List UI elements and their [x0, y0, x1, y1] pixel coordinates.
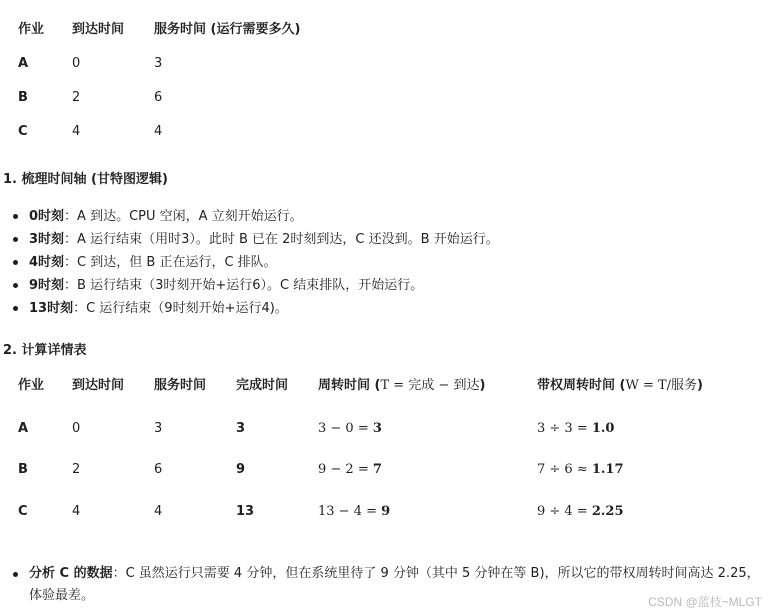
table-row — [0, 81, 770, 115]
turnaround-expr: 9 − 2 = — [318, 462, 373, 477]
table-header-row — [0, 13, 770, 47]
timeline-key: 0时刻 — [29, 209, 65, 224]
turnaround-value: 3 — [372, 421, 382, 436]
list-item — [0, 228, 770, 251]
cell-turnaround — [318, 495, 390, 529]
header-turnaround-pre: 周转时间 ( — [318, 378, 381, 393]
header-service: 服务时间 — [154, 378, 207, 393]
analysis-key: 分析 C 的数据 — [29, 566, 113, 581]
table-row — [0, 453, 770, 487]
cell-service: 4 — [154, 124, 163, 139]
cell-service: 6 — [154, 462, 163, 477]
watermark: CSDN @蓝枝~MLGT — [648, 595, 762, 609]
header-finish: 完成时间 — [236, 378, 289, 393]
header-turnaround-formula: T = 完成 − 到达 — [380, 378, 480, 393]
header-weighted-post: ) — [697, 378, 703, 393]
list-item — [0, 297, 770, 320]
section-title-timeline: 1. 梳理时间轴 (甘特图逻辑) — [3, 172, 168, 187]
list-item — [0, 251, 770, 274]
cell-arrival: 4 — [72, 124, 81, 139]
table-row — [0, 412, 770, 446]
cell-job: B — [18, 90, 28, 105]
header-arrival: 到达时间 — [72, 378, 125, 393]
section-title-calculation: 2. 计算详情表 — [3, 343, 87, 358]
turnaround-value: 7 — [372, 462, 382, 477]
cell-job: A — [18, 56, 29, 71]
timeline-key: 4时刻 — [29, 255, 65, 270]
cell-weighted — [537, 412, 614, 446]
cell-arrival: 2 — [72, 462, 81, 477]
list-item — [0, 274, 770, 297]
timeline-list — [0, 205, 770, 320]
cell-turnaround — [318, 412, 382, 446]
header-weighted-pre: 带权周转时间 ( — [537, 378, 626, 393]
cell-service: 4 — [154, 504, 163, 519]
table-row — [0, 115, 770, 149]
cell-arrival: 0 — [72, 421, 81, 436]
cell-weighted — [537, 495, 624, 529]
cell-arrival: 4 — [72, 504, 81, 519]
cell-finish: 9 — [236, 462, 246, 477]
cell-service: 3 — [154, 56, 163, 71]
header-turnaround — [318, 369, 485, 403]
cell-job: A — [18, 421, 29, 436]
weighted-value: 1.17 — [591, 462, 624, 477]
cell-service: 6 — [154, 90, 163, 105]
turnaround-expr: 13 − 4 = — [318, 504, 382, 519]
cell-service: 3 — [154, 421, 163, 436]
cell-finish: 13 — [236, 504, 255, 519]
table-header-row — [0, 369, 770, 403]
timeline-key: 13时刻 — [29, 301, 74, 316]
header-job: 作业 — [18, 22, 45, 37]
cell-job: B — [18, 462, 28, 477]
cell-turnaround — [318, 453, 382, 487]
cell-job: C — [18, 124, 28, 139]
header-job: 作业 — [18, 378, 45, 393]
weighted-value: 2.25 — [591, 504, 624, 519]
table-row — [0, 47, 770, 81]
weighted-expr: 7 ÷ 6 ≈ — [537, 462, 592, 477]
timeline-text: ：A 运行结束（用时3）。此时 B 已在 2时刻到达，C 还没到。B 开始运行。 — [64, 232, 499, 247]
weighted-expr: 3 ÷ 3 = — [537, 421, 592, 436]
timeline-key: 9时刻 — [29, 278, 65, 293]
header-weighted-formula: W = T/服务 — [625, 378, 698, 393]
weighted-value: 1.0 — [591, 421, 615, 436]
timeline-text: ：A 到达。CPU 空闲，A 立刻开始运行。 — [64, 209, 303, 224]
cell-arrival: 2 — [72, 90, 81, 105]
table-row — [0, 495, 770, 529]
timeline-text: ：B 运行结束（3时刻开始+运行6）。C 结束排队，开始运行。 — [64, 278, 424, 293]
header-weighted — [537, 369, 703, 403]
cell-weighted — [537, 453, 624, 487]
turnaround-expr: 3 − 0 = — [318, 421, 373, 436]
timeline-text: ：C 运行结束（9时刻开始+运行4)。 — [73, 301, 288, 316]
turnaround-value: 9 — [381, 504, 391, 519]
list-item — [0, 205, 770, 228]
timeline-key: 3时刻 — [29, 232, 65, 247]
cell-arrival: 0 — [72, 56, 81, 71]
cell-finish: 3 — [236, 421, 246, 436]
cell-job: C — [18, 504, 28, 519]
analysis-text: ：C 虽然运行只需要 4 分钟，但在系统里待了 9 分钟（其中 5 分钟在等 B)，所以它的带权周转时间高达 2.25，体验最差。 — [29, 566, 760, 603]
weighted-expr: 9 ÷ 4 = — [537, 504, 592, 519]
header-service: 服务时间 (运行需要多久) — [154, 22, 301, 37]
header-turnaround-post: ) — [479, 378, 486, 393]
timeline-text: ：C 到达，但 B 正在运行，C 排队。 — [64, 255, 277, 270]
header-arrival: 到达时间 — [72, 22, 125, 37]
